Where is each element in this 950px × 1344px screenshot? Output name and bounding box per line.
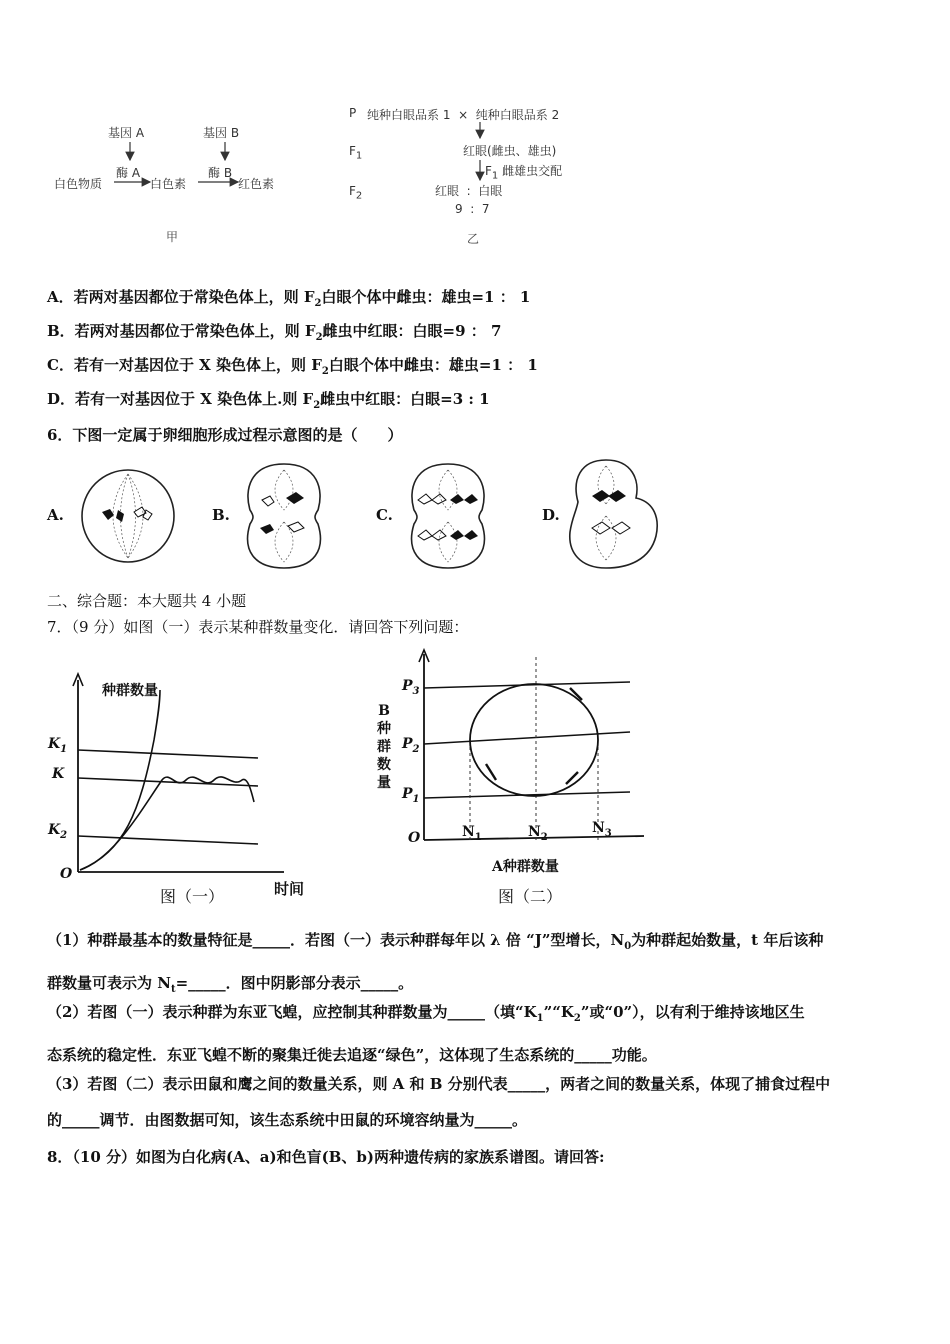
red-pigment-label: 红色素 <box>238 177 275 191</box>
q6-cell-a <box>78 466 178 566</box>
q7-part2: （2）若图（一）表示种群为东亚飞蝗，应控制其种群数量为_____（填“$K_1”“K_2$”或“0”），以有利于维持该地区生 态系统的稳定性．东亚飞蝗不断的聚集迁徙去追逐“绿色”，这体现了生态系统的_____功能。 <box>47 1003 805 1064</box>
fig2-caption: 图（二） <box>498 887 563 906</box>
section-2-heading: 二、综合题：本大题共 4 小题 <box>47 592 247 610</box>
gene-b-label: 基因 B <box>203 126 240 140</box>
fig2-p1-label: $P_1$ <box>402 786 420 805</box>
f2-ratio: 9 : 7 <box>455 202 490 216</box>
q7-part3: （3）若图（二）表示田鼠和鹰之间的数量关系，则 A 和 B 分别代表_____，两者之间的数量关系，体现了捕食过程中 的_____调节．由图数据可知，该生态系统中田鼠的环境容纳量为_____。 <box>47 1075 831 1129</box>
f1-result: 红眼(雌虫、雄虫) <box>463 144 557 158</box>
figure-jia-caption: 甲 <box>166 230 179 244</box>
figure-jia <box>50 120 290 250</box>
white-pigment-label: 白色素 <box>150 177 187 191</box>
f2-label: $F_2$ <box>349 184 363 202</box>
fig2-n1-label: $N_1$ <box>462 824 482 843</box>
k1-line <box>78 750 258 758</box>
f1-mating: $F_1$ 雌雄虫交配 <box>485 164 563 182</box>
fig1-k1-label: $K_1$ <box>48 736 68 755</box>
s-curve <box>80 777 254 870</box>
f1-label: $F_1$ <box>349 144 363 162</box>
white-substance-label: 白色物质 <box>54 177 103 191</box>
q6-option-c-label: C. <box>376 506 393 524</box>
p-cross: 纯种白眼品系 1 × 纯种白眼品系 2 <box>367 108 560 122</box>
q6-cell-b <box>238 460 330 572</box>
q8-stem: 8．（10 分）如图为白化病(A、a)和色盲(B、b)两种遗传病的家族系谱图。请回答: <box>47 1148 605 1166</box>
fig2-origin: O <box>408 830 421 846</box>
p-label: P <box>349 106 357 120</box>
q7-part1: （1）种群最基本的数量特征是_____．若图（一）表示种群每年以 λ 倍 “J”型增长，$N_0$为种群起始数量，t 年后该种 群数量可表示为 $N_t=\_\_\_\_\_$．图中阴影部分表示_____。 <box>47 931 824 995</box>
q6-cell-c <box>402 460 494 572</box>
figure-yi-caption: 乙 <box>467 232 480 246</box>
q6-option-d-label: D. <box>542 506 560 524</box>
q6-option-b-label: B. <box>212 506 230 524</box>
q5-option-c: C．若有一对基因位于 X 染色体上，则 $F_2$白眼个体中雌虫：雄虫=1 ： 1 <box>47 356 538 377</box>
fig2-p3-label: $P_3$ <box>402 678 420 697</box>
fig2-p2-label: $P_2$ <box>402 736 420 755</box>
fig2-n3-label: $N_3$ <box>592 820 612 839</box>
gene-a-label: 基因 A <box>108 126 145 140</box>
k2-line <box>78 836 258 844</box>
fig1-caption: 图（一） <box>160 887 225 906</box>
fig1-xlabel: 时间 <box>274 880 305 898</box>
p2-line <box>424 732 630 744</box>
enzyme-a-label: 酶 A <box>116 166 141 180</box>
q6-option-a-label: A. <box>47 506 64 524</box>
fig1-ylabel: 种群数量 <box>102 683 158 699</box>
fig2-n2-label: $N_2$ <box>528 824 548 843</box>
fig2-xlabel: A种群数量 <box>492 859 559 875</box>
k-line <box>78 778 258 786</box>
q6-cell-d <box>566 456 662 572</box>
q7-figure-1 <box>44 662 324 912</box>
figure-yi <box>345 100 605 250</box>
q5-option-b: B．若两对基因都位于常染色体上，则 $F_2$雌虫中红眼：白眼=9 ： 7 <box>47 322 502 343</box>
fig1-k2-label: $K_2$ <box>48 822 68 841</box>
fig1-origin: O <box>60 866 73 882</box>
q7-stem: 7．（9 分）如图（一）表示某种群数量变化．请回答下列问题： <box>47 618 469 636</box>
fig2-ylabel: B 种 群 数 量 <box>377 703 391 791</box>
q6-stem: 6．下图一定属于卵细胞形成过程示意图的是（ ） <box>47 426 403 444</box>
enzyme-b-label: 酶 B <box>208 166 233 180</box>
q7-figure-2 <box>374 644 654 914</box>
q7-figure-1-svg <box>44 662 324 912</box>
fig1-k-label: K <box>52 766 65 782</box>
q5-option-a: A．若两对基因都位于常染色体上，则 $F_2$白眼个体中雌虫：雄虫=1 ： 1 <box>47 288 531 309</box>
q5-option-d: D．若有一对基因位于 X 染色体上.则 $F_2$雌虫中红眼：白眼=3 : 1 <box>47 390 490 411</box>
f2-phenotypes: 红眼 : 白眼 <box>435 184 503 198</box>
